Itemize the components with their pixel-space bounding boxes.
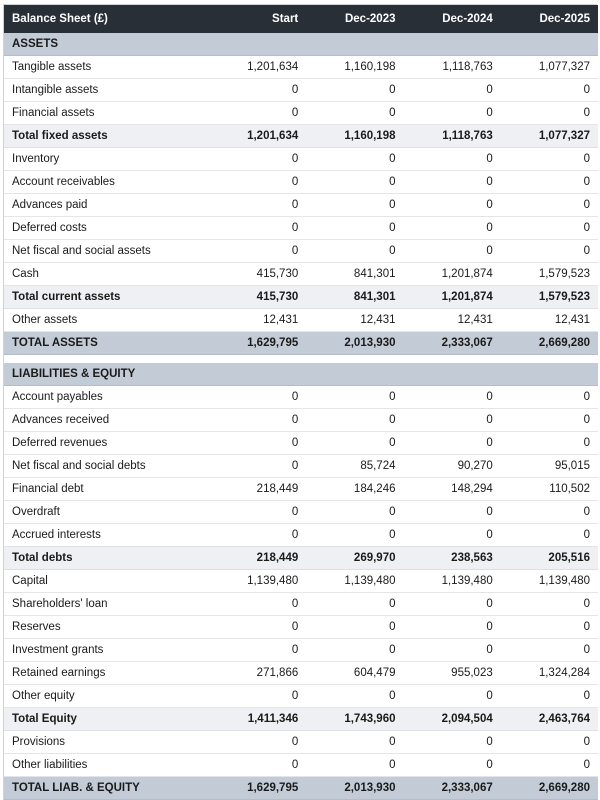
column-header-start[interactable]: Start xyxy=(272,12,299,25)
row-value: 0 xyxy=(404,148,501,171)
table-row xyxy=(4,33,598,56)
row-value: 0 xyxy=(209,616,306,639)
row-value: 1,579,523 xyxy=(501,263,598,286)
table-row xyxy=(4,570,598,593)
table-row xyxy=(4,547,598,570)
row-value: 1,743,960 xyxy=(306,708,403,731)
table-row xyxy=(4,148,598,171)
row-value: 1,324,284 xyxy=(501,662,598,685)
spacer-cell xyxy=(404,355,501,363)
row-value: 841,301 xyxy=(306,263,403,286)
column-header-label[interactable]: Balance Sheet (£) xyxy=(12,12,108,25)
table-row xyxy=(4,125,598,148)
row-label: Financial assets xyxy=(4,102,209,125)
column-header-dec-2023[interactable]: Dec-2023 xyxy=(344,12,396,25)
row-value: 0 xyxy=(306,240,403,263)
row-label: Deferred costs xyxy=(4,217,209,240)
row-value: 0 xyxy=(306,501,403,524)
row-value xyxy=(306,363,403,386)
row-value xyxy=(404,363,501,386)
row-value: 0 xyxy=(306,194,403,217)
table-row xyxy=(4,455,598,478)
row-value: 0 xyxy=(404,409,501,432)
table-row xyxy=(4,754,598,777)
row-value: 0 xyxy=(209,455,306,478)
header-row xyxy=(4,5,598,33)
row-label: LIABILITIES & EQUITY xyxy=(4,363,209,386)
row-value: 0 xyxy=(501,685,598,708)
row-value: 604,479 xyxy=(306,662,403,685)
row-label: Cash xyxy=(4,263,209,286)
row-value: 2,669,280 xyxy=(501,332,598,355)
row-value: 0 xyxy=(501,501,598,524)
row-value xyxy=(501,33,598,56)
row-value: 238,563 xyxy=(404,547,501,570)
row-value: 110,502 xyxy=(501,478,598,501)
table-row xyxy=(4,102,598,125)
row-value: 0 xyxy=(306,616,403,639)
table-row xyxy=(4,194,598,217)
row-value: 0 xyxy=(306,685,403,708)
row-value: 218,449 xyxy=(209,547,306,570)
row-value: 841,301 xyxy=(306,286,403,309)
row-label: Retained earnings xyxy=(4,662,209,685)
row-value: 415,730 xyxy=(209,286,306,309)
row-label: TOTAL LIAB. & EQUITY xyxy=(4,777,209,800)
row-value: 0 xyxy=(501,754,598,777)
row-value: 1,411,346 xyxy=(209,708,306,731)
row-value: 0 xyxy=(306,639,403,662)
row-label: Provisions xyxy=(4,731,209,754)
row-value: 85,724 xyxy=(306,455,403,478)
table-row xyxy=(4,79,598,102)
table-row xyxy=(4,777,598,800)
row-value: 0 xyxy=(209,409,306,432)
table-row xyxy=(4,708,598,731)
row-value: 0 xyxy=(404,524,501,547)
table-row xyxy=(4,662,598,685)
row-label: Account receivables xyxy=(4,171,209,194)
table-row xyxy=(4,286,598,309)
row-value: 1,201,634 xyxy=(209,125,306,148)
row-label: Net fiscal and social debts xyxy=(4,455,209,478)
row-value: 90,270 xyxy=(404,455,501,478)
table-row xyxy=(4,478,598,501)
row-value: 218,449 xyxy=(209,478,306,501)
row-value: 0 xyxy=(209,194,306,217)
row-value: 0 xyxy=(404,171,501,194)
row-value: 12,431 xyxy=(404,309,501,332)
row-label: Total Equity xyxy=(4,708,209,731)
table-row xyxy=(4,217,598,240)
row-value: 0 xyxy=(306,409,403,432)
table-row xyxy=(4,432,598,455)
row-value: 12,431 xyxy=(209,309,306,332)
row-value: 12,431 xyxy=(306,309,403,332)
row-value: 0 xyxy=(209,593,306,616)
row-value: 0 xyxy=(404,79,501,102)
row-label: Accrued interests xyxy=(4,524,209,547)
table-row xyxy=(4,171,598,194)
row-value xyxy=(404,33,501,56)
row-value: 1,579,523 xyxy=(501,286,598,309)
row-label: Reserves xyxy=(4,616,209,639)
row-value: 0 xyxy=(209,79,306,102)
row-value: 0 xyxy=(404,754,501,777)
row-value: 1,629,795 xyxy=(209,777,306,800)
row-value: 184,246 xyxy=(306,478,403,501)
row-value: 1,160,198 xyxy=(306,56,403,79)
table-row xyxy=(4,363,598,386)
row-value: 0 xyxy=(209,148,306,171)
row-value: 271,866 xyxy=(209,662,306,685)
table-row xyxy=(4,309,598,332)
row-value: 0 xyxy=(404,386,501,409)
row-label: Account payables xyxy=(4,386,209,409)
row-value: 1,118,763 xyxy=(404,56,501,79)
row-value: 0 xyxy=(501,639,598,662)
row-label: Other assets xyxy=(4,309,209,332)
row-value: 0 xyxy=(209,432,306,455)
row-value: 1,139,480 xyxy=(209,570,306,593)
table-body xyxy=(4,33,598,800)
row-value: 1,139,480 xyxy=(501,570,598,593)
row-value: 0 xyxy=(404,501,501,524)
row-value: 2,333,067 xyxy=(404,777,501,800)
row-label: Net fiscal and social assets xyxy=(4,240,209,263)
table-row xyxy=(4,409,598,432)
row-value: 0 xyxy=(404,685,501,708)
table-row xyxy=(4,501,598,524)
row-value: 148,294 xyxy=(404,478,501,501)
row-value: 0 xyxy=(404,593,501,616)
row-value: 0 xyxy=(404,102,501,125)
row-value: 12,431 xyxy=(501,309,598,332)
table-row xyxy=(4,685,598,708)
row-value: 415,730 xyxy=(209,263,306,286)
row-value: 0 xyxy=(501,79,598,102)
row-value: 2,669,280 xyxy=(501,777,598,800)
row-label: ASSETS xyxy=(4,33,209,56)
table-row xyxy=(4,240,598,263)
row-value: 95,015 xyxy=(501,455,598,478)
row-value xyxy=(209,33,306,56)
row-value: 0 xyxy=(306,432,403,455)
row-value: 0 xyxy=(209,501,306,524)
row-value xyxy=(306,33,403,56)
table-row xyxy=(4,386,598,409)
row-value: 0 xyxy=(306,217,403,240)
row-value: 0 xyxy=(404,194,501,217)
table-header xyxy=(4,5,598,33)
table-row xyxy=(4,56,598,79)
row-value: 0 xyxy=(209,731,306,754)
row-label: Advances received xyxy=(4,409,209,432)
row-value: 1,629,795 xyxy=(209,332,306,355)
row-value: 0 xyxy=(306,386,403,409)
row-value: 0 xyxy=(501,524,598,547)
balance-sheet-table xyxy=(4,5,598,800)
row-value: 0 xyxy=(501,102,598,125)
row-value: 0 xyxy=(501,432,598,455)
row-value: 0 xyxy=(404,217,501,240)
row-label: Financial debt xyxy=(4,478,209,501)
row-label: Overdraft xyxy=(4,501,209,524)
row-value xyxy=(501,363,598,386)
table-row xyxy=(4,332,598,355)
row-value: 0 xyxy=(501,409,598,432)
row-value: 1,077,327 xyxy=(501,56,598,79)
row-value: 0 xyxy=(306,731,403,754)
row-value: 0 xyxy=(209,386,306,409)
row-value: 0 xyxy=(404,639,501,662)
row-value xyxy=(209,363,306,386)
column-header-dec-2025[interactable]: Dec-2025 xyxy=(539,12,590,25)
table-row xyxy=(4,639,598,662)
row-value: 269,970 xyxy=(306,547,403,570)
row-label: TOTAL ASSETS xyxy=(4,332,209,355)
row-value: 1,139,480 xyxy=(404,570,501,593)
row-value: 0 xyxy=(209,217,306,240)
row-label: Inventory xyxy=(4,148,209,171)
row-value: 0 xyxy=(501,593,598,616)
row-value: 1,201,874 xyxy=(404,286,501,309)
column-header-dec-2024[interactable]: Dec-2024 xyxy=(442,12,493,25)
row-label: Total debts xyxy=(4,547,209,570)
row-value: 1,160,198 xyxy=(306,125,403,148)
spacer-cell xyxy=(4,355,209,363)
row-value: 0 xyxy=(501,217,598,240)
row-label: Deferred revenues xyxy=(4,432,209,455)
spacer-cell xyxy=(209,355,306,363)
row-value: 0 xyxy=(306,148,403,171)
row-value: 2,463,764 xyxy=(501,708,598,731)
row-value: 2,013,930 xyxy=(306,332,403,355)
row-value: 2,094,504 xyxy=(404,708,501,731)
row-value: 0 xyxy=(501,240,598,263)
table-row xyxy=(4,731,598,754)
row-value: 0 xyxy=(209,685,306,708)
row-value: 0 xyxy=(209,102,306,125)
row-label: Intangible assets xyxy=(4,79,209,102)
row-label: Advances paid xyxy=(4,194,209,217)
spacer-cell xyxy=(501,355,598,363)
row-label: Shareholders' loan xyxy=(4,593,209,616)
row-value: 0 xyxy=(209,171,306,194)
row-value: 0 xyxy=(404,616,501,639)
row-value: 0 xyxy=(306,171,403,194)
row-value: 0 xyxy=(306,79,403,102)
row-label: Capital xyxy=(4,570,209,593)
row-value: 0 xyxy=(209,524,306,547)
row-value: 0 xyxy=(501,171,598,194)
row-value: 1,201,634 xyxy=(209,56,306,79)
row-value: 0 xyxy=(501,148,598,171)
row-value: 1,077,327 xyxy=(501,125,598,148)
row-value: 205,516 xyxy=(501,547,598,570)
row-value: 0 xyxy=(404,240,501,263)
table-frame xyxy=(3,4,597,800)
row-label: Other equity xyxy=(4,685,209,708)
row-value: 0 xyxy=(501,386,598,409)
row-value: 0 xyxy=(306,102,403,125)
row-value: 0 xyxy=(306,754,403,777)
row-value: 0 xyxy=(209,754,306,777)
row-label: Tangible assets xyxy=(4,56,209,79)
row-value: 0 xyxy=(306,524,403,547)
row-value: 1,201,874 xyxy=(404,263,501,286)
row-label: Total current assets xyxy=(4,286,209,309)
row-value: 0 xyxy=(501,731,598,754)
table-row xyxy=(4,263,598,286)
row-value: 2,013,930 xyxy=(306,777,403,800)
row-label: Other liabilities xyxy=(4,754,209,777)
row-label: Investment grants xyxy=(4,639,209,662)
row-value: 1,139,480 xyxy=(306,570,403,593)
table-row xyxy=(4,616,598,639)
row-value: 0 xyxy=(501,194,598,217)
table-row xyxy=(4,593,598,616)
table-row xyxy=(4,355,598,363)
row-value: 0 xyxy=(306,593,403,616)
row-value: 0 xyxy=(209,240,306,263)
spacer-cell xyxy=(306,355,403,363)
row-value: 955,023 xyxy=(404,662,501,685)
row-value: 0 xyxy=(209,639,306,662)
row-value: 0 xyxy=(501,616,598,639)
row-value: 2,333,067 xyxy=(404,332,501,355)
row-value: 1,118,763 xyxy=(404,125,501,148)
row-value: 0 xyxy=(404,432,501,455)
table-row xyxy=(4,524,598,547)
row-value: 0 xyxy=(404,731,501,754)
row-label: Total fixed assets xyxy=(4,125,209,148)
